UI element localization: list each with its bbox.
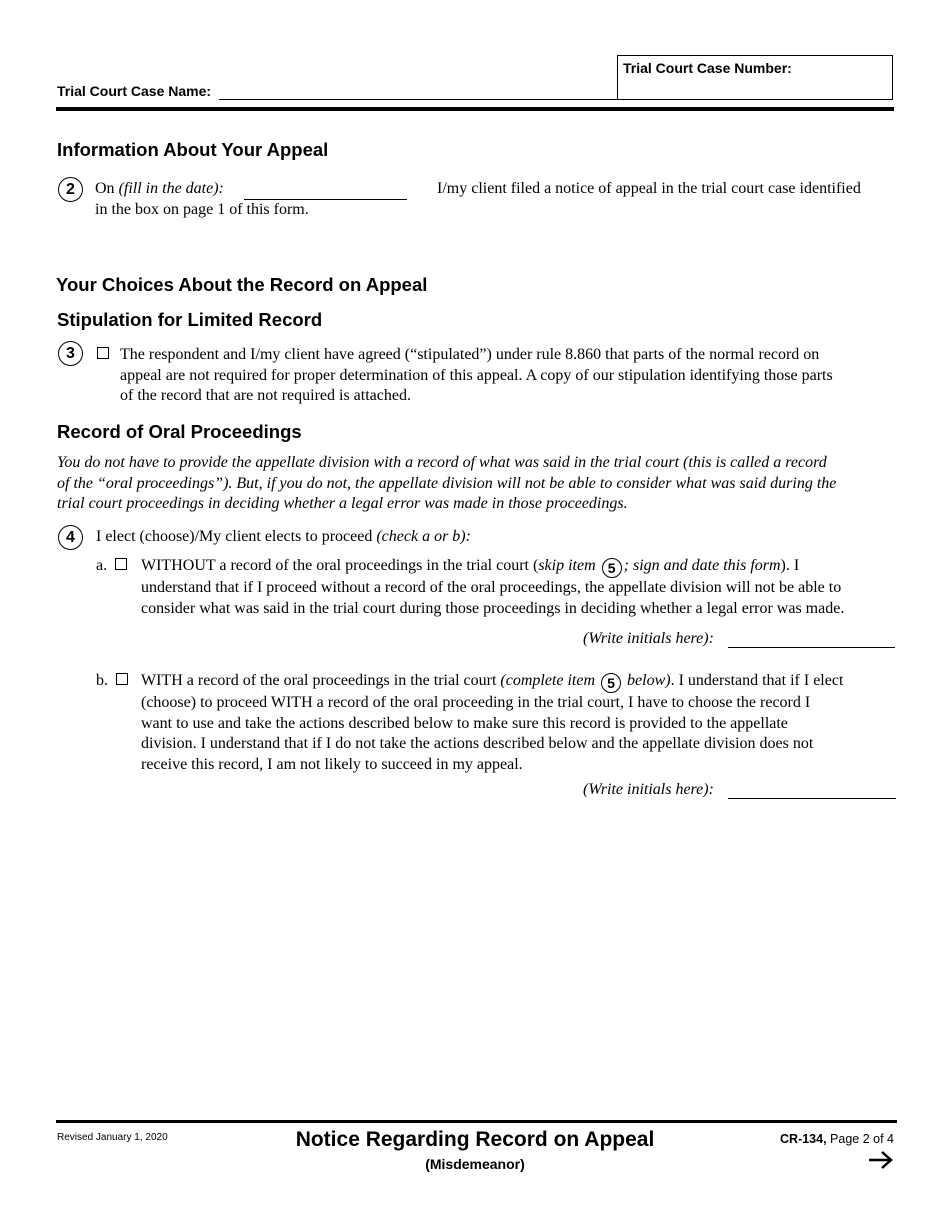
option-a-text <box>141 556 844 619</box>
item-3-marker: 3 <box>58 341 83 366</box>
revised-date: Revised January 1, 2020 <box>57 1132 168 1143</box>
item-2-text-line2: in the box on page 1 of this form. <box>95 201 309 218</box>
option-a-initials-field[interactable] <box>728 647 895 648</box>
case-number-field[interactable] <box>617 55 893 100</box>
item-2-on <box>95 179 224 200</box>
option-a-line2: understand that if I proceed without a record of the oral proceedings, the appellate division will not be able to <box>141 579 842 597</box>
item-2-text-line1: I/my client filed a notice of appeal in the trial court case identified <box>437 180 861 197</box>
fill-date-label: (fill in the date): <box>118 180 224 197</box>
option-a-checkbox[interactable] <box>115 558 127 570</box>
form-subtitle: (Misdemeanor) <box>425 1156 525 1172</box>
stipulation-checkbox[interactable] <box>97 347 109 359</box>
item-5-ref-marker: 5 <box>602 558 622 578</box>
form-code-id: CR-134, <box>780 1132 827 1146</box>
choices-heading: Your Choices About the Record on Appeal <box>56 274 428 295</box>
option-b-line5: receive this record, I am not likely to succeed in my appeal. <box>141 755 523 773</box>
option-b-line2: (choose) to proceed WITH a record of the oral proceeding in the trial court, I have to choose the record I <box>141 694 811 712</box>
item-4-marker: 4 <box>58 525 83 550</box>
stipulation-heading: Stipulation for Limited Record <box>57 309 323 330</box>
option-b-label: b. <box>96 672 108 689</box>
option-b-line4: division. I understand that if I do not take the actions described below and the appellate division does not <box>141 735 814 753</box>
item-3-line3: of the record that are not required is attached. <box>120 387 411 404</box>
option-b-line1: WITH a record of the oral proceedings in the trial court (complete item 5 below). I understand that if I elect <box>141 671 843 693</box>
item-3-line1: The respondent and I/my client have agreed (“stipulated”) under rule 8.860 that parts of the normal record on <box>120 346 820 363</box>
option-b-initials-label: (Write initials here): <box>583 781 714 798</box>
form-title: Notice Regarding Record on Appeal <box>295 1128 655 1151</box>
item-2-marker: 2 <box>58 177 83 202</box>
option-a-line3: consider what was said in the trial court during those proceedings in deciding whether a legal error was made. <box>141 599 845 617</box>
option-b-text <box>141 671 843 775</box>
on-label: On <box>95 180 115 197</box>
oral-intro-line3: trial court proceedings in deciding whether a legal error was made in those proceedings. <box>57 495 628 512</box>
item-3-line2: appeal are not required for proper determination of this appeal. A copy of our stipulation identifying those parts <box>120 366 833 384</box>
item-4-check-instruction: (check a or b): <box>376 528 471 545</box>
option-b-checkbox[interactable] <box>116 673 128 685</box>
oral-intro <box>57 453 836 515</box>
arrow-right-icon[interactable] <box>868 1150 894 1175</box>
footer-rule <box>56 1120 897 1123</box>
option-a-line1: WITHOUT a record of the oral proceedings in the trial court (skip item 5 ; sign and date this form). I <box>141 556 844 578</box>
page-number: Page 2 of 4 <box>830 1132 894 1146</box>
option-a-initials-label: (Write initials here): <box>583 630 714 647</box>
case-name-field[interactable] <box>219 99 617 100</box>
appeal-info-heading: Information About Your Appeal <box>57 139 329 160</box>
item-4-label: I elect (choose)/My client elects to proceed <box>96 528 373 545</box>
oral-intro-line1: You do not have to provide the appellate division with a record of what was said in the trial court (this is called a record <box>57 454 827 471</box>
oral-intro-line2: of the “oral proceedings”). But, if you do not, the appellate division will not be able to consider what was said during the <box>57 474 837 492</box>
item-3-text <box>120 345 833 407</box>
option-b-line3: want to use and take the actions described below to make sure this record is provided to the appellate <box>141 714 788 732</box>
oral-proceedings-heading: Record of Oral Proceedings <box>57 421 302 442</box>
option-b-initials-field[interactable] <box>728 798 896 799</box>
item-4-text <box>96 527 471 548</box>
option-a-label: a. <box>96 557 108 574</box>
case-number-label: Trial Court Case Number: <box>623 60 792 76</box>
item-5-ref-marker-b: 5 <box>601 673 621 693</box>
case-name-label: Trial Court Case Name: <box>57 83 212 99</box>
header-rule <box>56 107 894 111</box>
form-code <box>780 1132 894 1146</box>
